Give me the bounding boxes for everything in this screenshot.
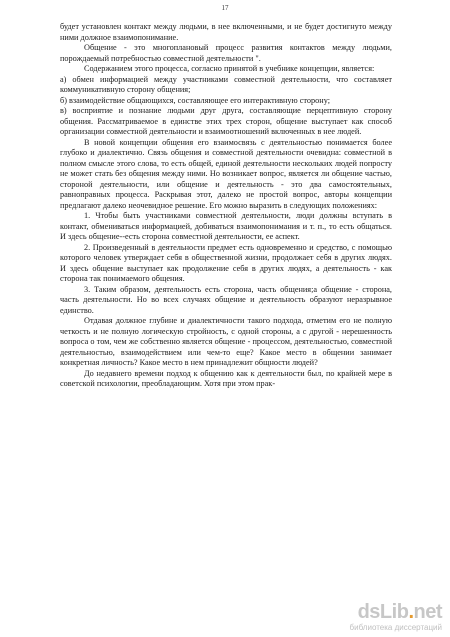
paragraph: Общение - это многоплановый процесс развития контактов между людьми, порождаемый потребностью совместной деятельности ". [60, 43, 392, 63]
list-item-c: в) восприятие и познание людьми друг друга, составляющие перцептивную сторону общения. Рассматриваемое в единстве этих трех сторон, общение выступает как способ организации совместной деятельности и взаимоотношений включенных в нее людей. [60, 106, 392, 136]
page-number: 17 [221, 4, 229, 12]
document-body [60, 22, 392, 390]
paragraph: До недавнего времени подход к общению как к деятельности был, по крайней мере в советской психологии, преобладающим. Хотя при этом прак- [60, 368, 392, 388]
list-item-b: б) взаимодействие общающихся, составляющее его интерактивную сторону; [60, 95, 331, 105]
paragraph: будет установлен контакт между людьми, в нее включенными, и не будет достигнуто между ними должное взаимопонимание. [60, 22, 392, 42]
numbered-point-3: 3. Таким образом, деятельность есть сторона, часть общения;а общение - сторона, часть деятельности. Но во всех случаях общение и деятельность образуют неразрывное единство. [60, 284, 392, 315]
numbered-point-1: 1. Чтобы быть участниками совместной деятельности, люди должны вступать в контакт, обмениваться информацией, добиваться взаимопонимания и т. п., то есть общаться. И здесь общение--есть сторона совместной деятельности, ее аспект. [60, 211, 392, 241]
paragraph: В новой концепции общения его взаимосвязь с деятельностью понимается более глубоко и диалектично. Связь общения и совместной деятельности очевидна: совместной в полном смысле этого слова, то есть общей, единой деятельности нескольких людей попросту не может стать без общения между ними. Но возникает вопрос, является ли общение частью, стороной деятельности, или общение и деятельность - это два самостоятельных, равноправных процесса. Раскрывая этот, далеко не простой вопрос, авторы концепции предлагают далеко неочевидное решение. Его можно выразить в следующих положениях: [60, 137, 392, 210]
watermark-caption: библиотека диссертаций [349, 623, 442, 632]
dslib-logo: dsLib.net [357, 601, 442, 623]
paragraph: Отдавая должное глубине и диалектичности такого подхода, отметим его не полную четкость и не полную логическую стройность, с одной стороны, а с другой - нерешенность вопроса о том, чем же собственно является общение - процессом, деятельностью, совместной деятельностью, взаимодействием или чем-то еще? Какое место в общении занимает конкретная личность? Какое место в нем принадлежит общности людей? [60, 316, 392, 367]
list-item-a: а) обмен информацией между участниками совместной деятельности, что составляет коммуникативную сторону общения; [60, 74, 392, 94]
numbered-point-2: 2. Произведенный в деятельности предмет есть одновременно и средство, с помощью которого человек утверждает себя в общественной жизни, продолжает себя в других людях. И здесь общение выступает как продолжение себя в других людях, а деятельность - как сторона так понимаемого общения. [60, 242, 392, 283]
paragraph: Содержанием этого процесса, согласно принятой в учебнике концепции, является: [84, 64, 375, 73]
dslib-watermark[interactable] [332, 601, 442, 633]
